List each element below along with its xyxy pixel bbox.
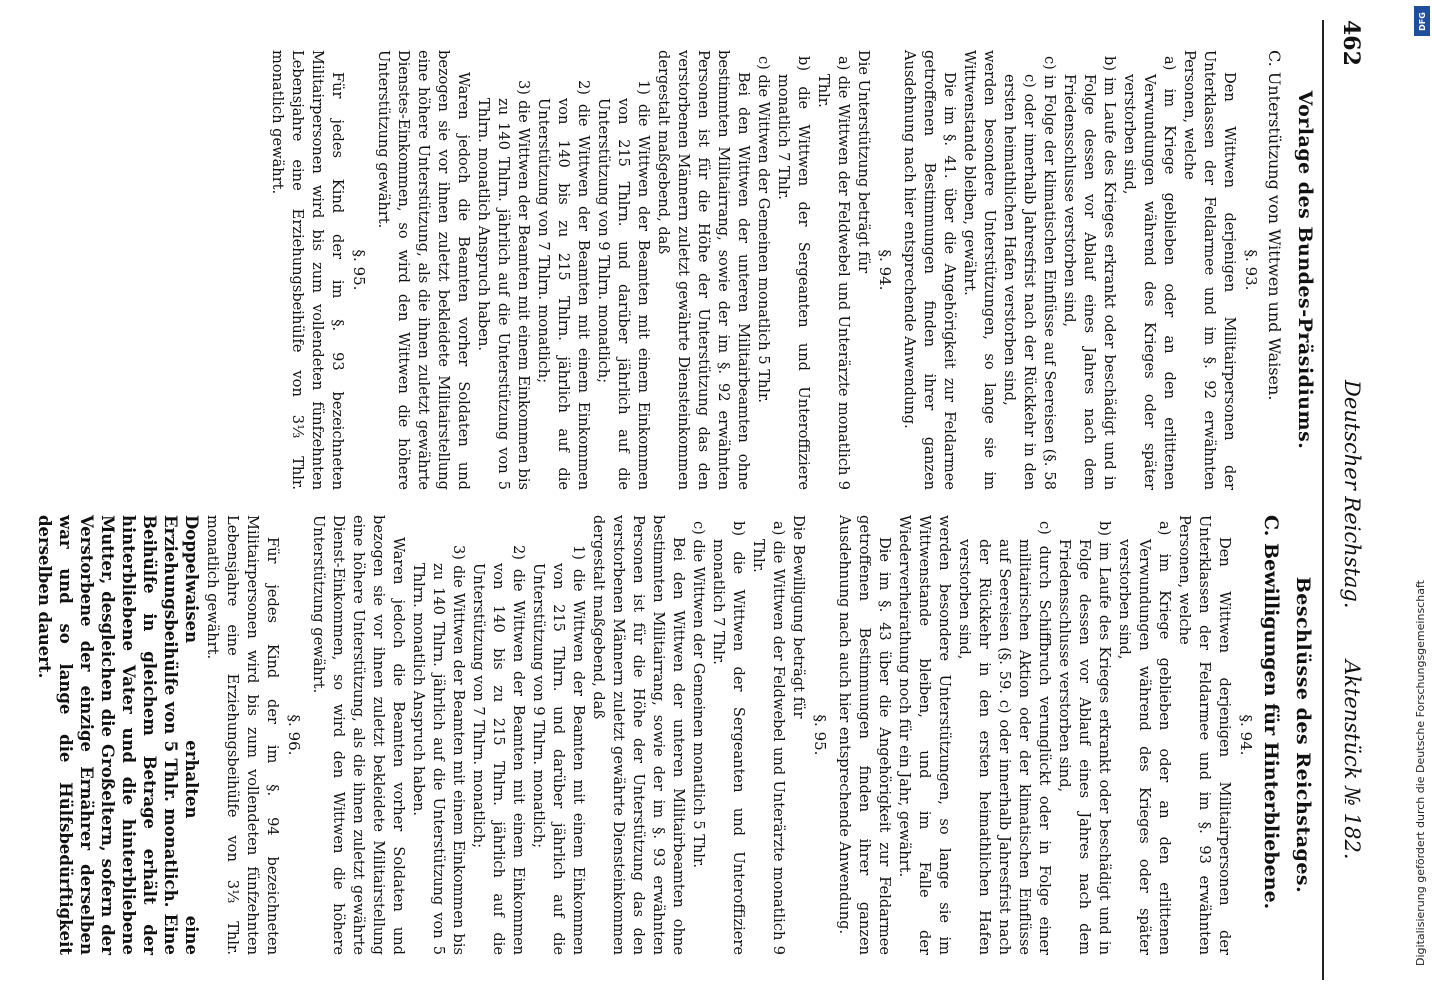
column-heading-right: Beschlüsse des Reichstages. <box>1292 576 1314 894</box>
paragraph-text: Den Wittwen derjenigen Militairpersonen der Unterklassen der Feldarmee und im §. 93 erwähnten Personen, welche <box>1176 515 1233 955</box>
header-rule <box>1322 20 1324 980</box>
list-item: 1) die Wittwen der Beamten mit einem Einkommen von 215 Thlrn. und darüber jährlich auf die Unterstützung von 9 Thlrn. monatlich; <box>530 545 587 955</box>
list-item: c) in Folge der klimatischen Einflüsse auf Seereisen (§. 58 c) oder innerhalb Jahresfrist nach der Rückkehr in den ersten heimathlichen Hafen verstorben sind, <box>1001 56 1058 490</box>
page-number: 462 <box>1338 20 1364 66</box>
paragraph-text: Für jedes Kind der im §. 94 bezeichneten Militairpersonen wird bis zum vollendeten fünfzehnten Lebensjahre eine Erziehungsbeihülfe von 3⅓ Thlr. monatlich gewährt. <box>204 515 281 955</box>
column-presidium-draft <box>267 50 1320 490</box>
paragraph-text: Die Unterstützung beträgt für <box>855 50 872 274</box>
dfg-logo-text: DFG <box>1417 11 1427 31</box>
list-item: a) die Wittwen der Feldwebel und Unterärzte monatlich 9 Thlr. <box>815 56 852 490</box>
list-item: 2) die Wittwen der Beamten mit einem Einkommen von 140 bis zu 215 Thlrn. jährlich auf die Unterstützung von 7 Thlrn. monatlich; <box>470 545 527 955</box>
credit-text: Digitalisierung gefördert durch die Deutsche Forschungsgemeinschaft <box>1414 580 1427 966</box>
list-item: 1) die Wittwen der Beamten mit einem Einkommen von 215 Thlrn. und darüber jährlich auf die Unterstützung von 9 Thlrn. monatlich; <box>595 80 652 490</box>
paragraph-text: werden besondere Unterstützungen, so lange sie im Wittwenstande bleiben, und im Falle der Wiederverheirathung noch für ein Jahr, gewährt. <box>896 515 953 955</box>
list-item: c) durch Schiffbruch verunglückt oder in Folge einer militairischen Aktion oder der klimatischen Einflüsse auf Seereisen (§. 59. c) oder innerhalb Jahresfrist nach der Rückkehr in den ersten heimathlichen Hafen verstorben sind, <box>956 521 1053 955</box>
digitization-credit <box>1412 6 1432 994</box>
list-item: a) im Kriege geblieben oder an den erlittenen Verwundungen während des Krieges oder später verstorben sind, <box>1116 521 1173 955</box>
list-item: c) die Wittwen der Gemeinen monatlich 5 Thlr. <box>755 56 772 404</box>
paragraph-text: werden besondere Unterstützungen, so lange sie im Wittwenstande bleiben, gewährt. <box>961 50 998 490</box>
paragraph-number: §. 96. <box>285 714 303 756</box>
running-head-title: Deutscher Reichstag. <box>1340 380 1364 609</box>
list-item: a) die Wittwen der Feldwebel und Unterärzte monatlich 9 Thlr. <box>750 521 787 955</box>
section-title-left: C. Unterstützung von Wittwen und Waisen. <box>1265 50 1284 401</box>
dfg-logo <box>1414 6 1430 36</box>
paragraph-number: §. 95. <box>811 714 829 756</box>
list-item: b) die Wittwen der Sergeanten und Unteroffiziere monatlich 7 Thlr. <box>710 521 747 955</box>
paragraph-text: Die im §. 41. über die Angehörigkeit zur Feldarmee getroffenen Bestimmungen finden ihrer ganzen Ausdehnung nach hier entsprechende Anwendung. <box>901 50 958 490</box>
column-reichstag-resolutions <box>34 515 1320 955</box>
paragraph-text: Die Bewilligung beträgt für <box>790 515 807 719</box>
list-item: 3) die Wittwen der Beamten mit einem Einkommen bis zu 140 Thlrn. jährlich auf die Unterstützung von 5 Thlrn. monatlich Anspruch haben. <box>475 80 532 490</box>
paragraph-text: Für jedes Kind der im §. 93 bezeichneten Militairpersonen wird bis zum vollendeten fünfzehnten Lebensjahre eine Erziehungsbeihülfe von 3⅓ Thlr. monatlich gewährt. <box>269 50 346 490</box>
running-head <box>1332 20 1372 980</box>
paragraph-text: Die im §. 43 über die Angehörigkeit zur Feldarmee getroffenen Bestimmungen finden ihrer ganzen Ausdehnung nach auch hier entsprechende Anwendung. <box>836 515 893 955</box>
paragraph-number: §. 95. <box>350 249 368 291</box>
list-item: b) die Wittwen der Sergeanten und Unteroffiziere monatlich 7 Thlr. <box>775 56 812 490</box>
running-head-document-number: Aktenstück № 182. <box>1340 660 1364 860</box>
paragraph-text: Waren jedoch die Beamten vorher Soldaten und bezogen sie vor ihnen zuletzt bekleidete Militairstellung eine höhere Unterstützung, als die ihnen zuletzt gewährte Dienst-Einkommen, so wird den Wittwen die höhere Unterstützung gewährt. <box>310 515 407 955</box>
list-item: 2) die Wittwen der Beamten mit einem Einkommen von 140 bis zu 215 Thlrn. jährlich auf die Unterstützung von 7 Thlrn. monatlich; <box>535 80 592 490</box>
paragraph-number: §. 93. <box>1242 249 1260 291</box>
list-item: c) die Wittwen der Gemeinen monatlich 5 Thlr. <box>690 521 707 869</box>
paragraph-text-bold: Doppelwaisen erhalten eine Erziehungsbeihülfe von 5 Thlr. monatlich. Eine Beihülfe in gleichem Betrage erhält der hinterbliebene Vater und die hinterbliebene Mutter, desgleichen die Großeltern, sofern der Verstorbene der einzige Ernährer derselben war und so lange die Hülfsbedürftigkeit derselben dauert. <box>35 515 201 955</box>
paragraph-number: §. 94. <box>1237 714 1255 756</box>
list-item: a) im Kriege geblieben oder an den erlittenen Verwundungen während des Krieges oder später verstorben sind, <box>1121 56 1178 490</box>
list-item: 3) die Wittwen der Beamten mit einem Einkommen bis zu 140 Thlrn. jährlich auf die Unterstützung von 5 Thlrn. monatlich Anspruch haben. <box>410 545 467 955</box>
paragraph-text: Den Wittwen derjenigen Militairpersonen der Unterklassen der Feldarmee und im §. 92 erwähnten Personen, welche <box>1181 50 1238 490</box>
column-heading-left: Vorlage des Bundes-Präsidiums. <box>1294 90 1316 450</box>
section-title-right: C. Bewilligungen für Hinterbliebene. <box>1260 515 1282 910</box>
list-item: b) im Laufe des Krieges erkrankt oder beschädigt und in Folge dessen vor Ablauf eines Jahres nach dem Friedensschlusse verstorben sind, <box>1061 56 1118 490</box>
paragraph-text: Bei den Wittwen der unteren Militairbeamten ohne bestimmten Militairrang, sowie der im §. 93 erwähnten Personen ist für die Höhe der Unterstützung das den verstorbenen Männern zuletzt gewährte Diensteinkommen dergestalt maßgebend, daß <box>590 515 687 955</box>
list-item: b) im Laufe des Krieges erkrankt oder beschädigt und in Folge dessen vor Ablauf eines Jahres nach dem Friedensschlusse verstorben sind, <box>1056 521 1113 955</box>
paragraph-text: Waren jedoch die Beamten vorher Soldaten und bezogen sie vor ihnen zuletzt bekleidete Militairstellung eine höhere Unterstützung, als die ihnen zuletzt gewährte Dienstes-Einkommen, so wird den Wittwen die höhere Unterstützung gewährt. <box>375 50 472 490</box>
paragraph-text: Bei den Wittwen der unteren Militairbeamten ohne bestimmten Militairrang, sowie der im §. 92 erwähnten Personen ist für die Höhe der Unterstützung das den verstorbenen Männern zuletzt gewährte Diensteinkommen dergestalt maßgebend, daß <box>655 50 752 490</box>
paragraph-number: §. 94. <box>876 249 894 291</box>
